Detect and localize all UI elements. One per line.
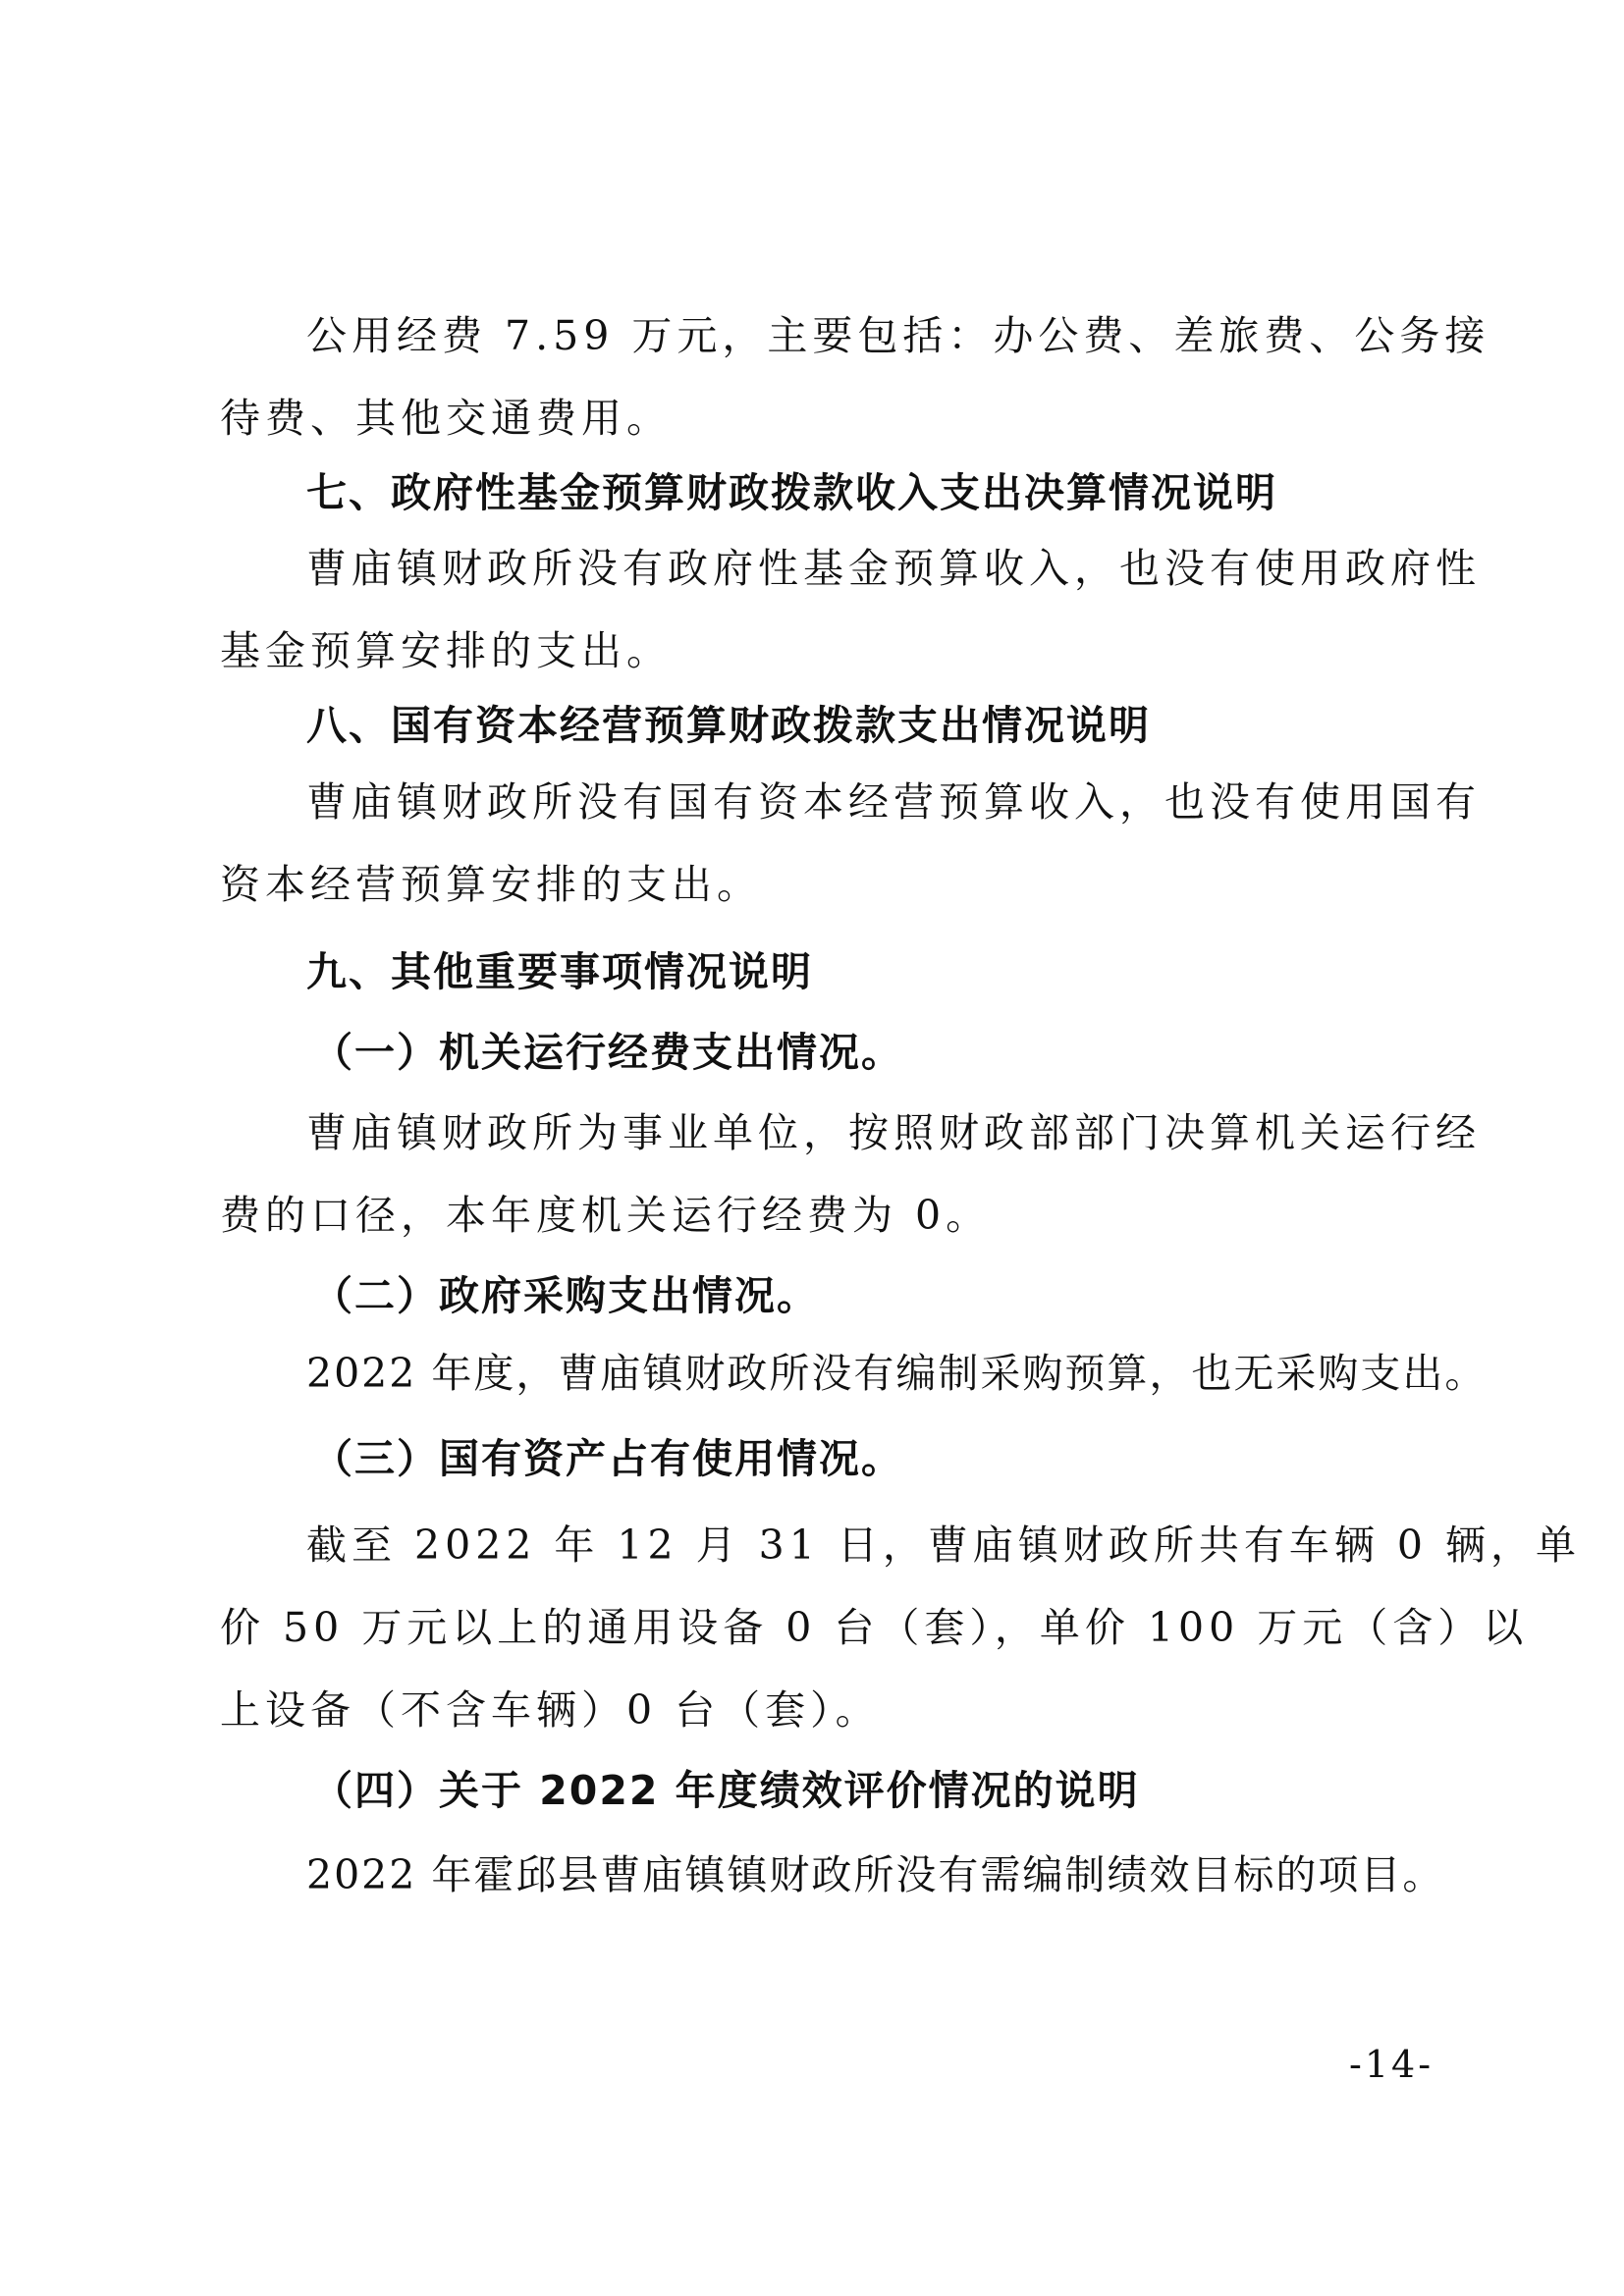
body-text-line: 上设备（不含车辆）0 台（套）。	[220, 1686, 881, 1734]
body-text-line: 截至 2022 年 12 月 31 日，曹庙镇财政所共有车辆 0 辆，单	[306, 1522, 1582, 1569]
subsection-heading: （一）机关运行经费支出情况。	[312, 1029, 903, 1076]
body-text-line: 价 50 万元以上的通用设备 0 台（套），单价 100 万元（含）以	[220, 1604, 1529, 1651]
body-text-line: 资本经营预算安排的支出。	[220, 861, 762, 908]
section-heading: 七、政府性基金预算财政拨款收入支出决算情况说明	[306, 469, 1277, 516]
section-heading: 八、国有资本经营预算财政拨款支出情况说明	[306, 702, 1151, 749]
body-text-line: 曹庙镇财政所没有政府性基金预算收入，也没有使用政府性	[306, 545, 1481, 592]
body-text-line: 2022 年霍邱县曹庙镇镇财政所没有需编制绩效目标的项目。	[306, 1851, 1445, 1898]
body-text-line: 费的口径，本年度机关运行经费为 0。	[220, 1192, 992, 1239]
section-heading: 九、其他重要事项情况说明	[306, 948, 813, 995]
body-text-line: 曹庙镇财政所为事业单位，按照财政部部门决算机关运行经	[306, 1109, 1481, 1156]
body-text-line: 公用经费 7.59 万元，主要包括：办公费、差旅费、公务接	[306, 312, 1490, 359]
body-text-line: 2022 年度，曹庙镇财政所没有编制采购预算，也无采购支出。	[306, 1350, 1488, 1397]
page-number: -14-	[1349, 2043, 1435, 2086]
subsection-heading: （二）政府采购支出情况。	[312, 1272, 819, 1319]
body-text-line: 基金预算安排的支出。	[220, 627, 672, 674]
subsection-heading: （四）关于 2022 年度绩效评价情况的说明	[312, 1767, 1140, 1814]
body-text-line: 曹庙镇财政所没有国有资本经营预算收入，也没有使用国有	[306, 778, 1481, 826]
subsection-heading: （三）国有资产占有使用情况。	[312, 1435, 903, 1482]
body-text-line: 待费、其他交通费用。	[220, 395, 672, 442]
